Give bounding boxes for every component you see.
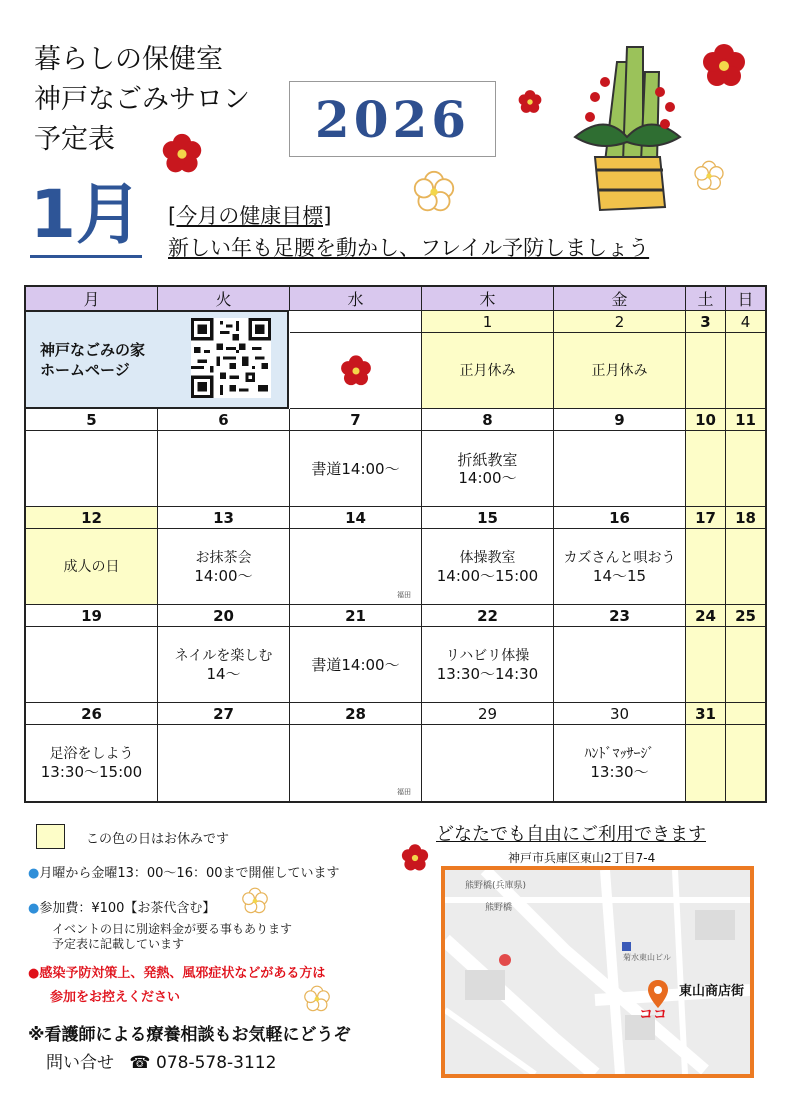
day-number: 14 (290, 507, 422, 529)
plum-blossom-icon (160, 132, 204, 176)
event-text: 正月休み (459, 362, 516, 379)
event-time: 14～15 (592, 566, 647, 585)
weekday-sun: 日 (726, 287, 765, 311)
day-number: 26 (26, 703, 158, 725)
day-cell (554, 333, 686, 409)
event-time: 14:00～ (194, 566, 253, 585)
day-number: 5 (26, 409, 158, 431)
warning-line-2: 参加をお控えください (50, 990, 181, 1005)
day-cell (726, 627, 765, 703)
day-number: 23 (554, 605, 686, 627)
event-time: 13:30～ (590, 763, 649, 781)
kadomatsu-icon (565, 42, 690, 214)
day-cell (290, 725, 422, 801)
map-label-shopping-street: 東山商店街 (679, 984, 745, 999)
weekday-mon: 月 (26, 287, 158, 311)
day-cell (422, 431, 554, 507)
location-map[interactable] (441, 866, 754, 1078)
day-number: 8 (422, 409, 554, 431)
month-underline (30, 255, 142, 258)
day-cell (686, 431, 726, 507)
day-cell (686, 529, 726, 605)
day-cell (158, 431, 290, 507)
day-cell (726, 333, 765, 409)
day-number: 27 (158, 703, 290, 725)
homepage-label-line-2: ホームページ (40, 361, 130, 379)
day-cell (158, 627, 290, 703)
day-number: 28 (290, 703, 422, 725)
weekday-thu: 木 (422, 287, 554, 311)
year-box (289, 81, 496, 157)
goal-text: 新しい年も足腰を動かし、フレイル予防しましょう (168, 236, 650, 260)
event-time: 14:00～ (458, 468, 517, 487)
warning-line-1: 感染予防対策上、発熱、風邪症状などがある方は (39, 966, 326, 981)
day-number: 2 (554, 311, 686, 333)
event-text: 書道14:00～ (311, 655, 400, 674)
nurse-consultation-note: ※看護師による療養相談もお気軽にどうぞ (28, 1025, 351, 1045)
plum-blossom-icon (700, 42, 748, 90)
day-cell (554, 529, 686, 605)
day-cell (290, 431, 422, 507)
event-text: 書道14:00～ (311, 459, 400, 478)
event-title: 体操教室 (459, 549, 516, 566)
contact-info (46, 1048, 276, 1073)
day-number: 16 (554, 507, 686, 529)
day-cell (290, 529, 422, 605)
day-number: 21 (290, 605, 422, 627)
day-number: 10 (686, 409, 726, 431)
day-number: 1 (422, 311, 554, 333)
bullet-icon: ● (28, 901, 40, 916)
white-plum-blossom-icon (693, 160, 725, 192)
day-cell (158, 529, 290, 605)
map-label-bridge-2: 熊野橋 (485, 903, 513, 913)
bullet-icon: ● (28, 966, 40, 981)
event-time: 14:00～15:00 (436, 566, 539, 585)
plum-blossom-icon (400, 843, 430, 873)
extra-fee-note (52, 922, 292, 952)
day-empty (290, 311, 422, 333)
address: 神戸市兵庫区東山2丁目7-4 (508, 851, 656, 865)
day-number: 13 (158, 507, 290, 529)
event-time: 13:30～14:30 (436, 664, 539, 683)
day-cell (290, 333, 422, 409)
day-cell (554, 725, 686, 801)
day-number: 29 (422, 703, 554, 725)
event-text: 成人の日 (63, 558, 120, 575)
goal-label: [今月の健康目標] (168, 204, 332, 228)
staff-note: 福田 (397, 788, 411, 796)
day-number: 19 (26, 605, 158, 627)
day-cell (686, 627, 726, 703)
holiday-legend-text: この色の日はお休みです (86, 832, 230, 847)
day-number: 15 (422, 507, 554, 529)
map-label-here: ココ (639, 1007, 667, 1023)
event-title: 折紙教室 (457, 450, 518, 469)
white-plum-blossom-icon (303, 985, 331, 1013)
note-line-2: 予定表に記載しています (52, 937, 185, 951)
homepage-label-line-1: 神戸なごみの家 (40, 341, 146, 359)
day-number: 17 (686, 507, 726, 529)
day-number: 9 (554, 409, 686, 431)
day-number: 24 (686, 605, 726, 627)
day-number: 30 (554, 703, 686, 725)
day-cell (422, 725, 554, 801)
day-cell (26, 725, 158, 801)
free-use-heading: どなたでも自由にご利用できます (436, 824, 706, 845)
day-number: 7 (290, 409, 422, 431)
day-cell (686, 333, 726, 409)
event-text: 正月休み (591, 362, 648, 379)
holiday-legend-swatch (36, 824, 65, 849)
phone-number[interactable]: 078-578-3112 (156, 1053, 277, 1073)
day-cell (158, 725, 290, 801)
month-title: 1月 (30, 176, 142, 253)
event-title: 足浴をしよう (49, 746, 134, 762)
day-number: 12 (26, 507, 158, 529)
day-cell (26, 431, 158, 507)
day-cell (290, 627, 422, 703)
year-text: 2026 (314, 89, 471, 149)
qr-code-icon[interactable] (191, 318, 271, 398)
title-line-2: 神戸なごみサロン (34, 84, 250, 115)
title-line-1: 暮らしの保健室 (34, 44, 223, 75)
note-line-1: イベントの日に別途料金が要る事もあります (52, 922, 293, 936)
day-cell (554, 627, 686, 703)
flyer-title (34, 40, 250, 160)
fee-text: 参加費：¥100【お茶代含む】 (39, 901, 216, 916)
weekday-fri: 金 (554, 287, 686, 311)
fee-info (28, 897, 215, 916)
white-plum-blossom-icon (241, 887, 269, 915)
event-title: お抹茶会 (195, 549, 252, 566)
day-cell (26, 627, 158, 703)
day-number: 25 (726, 605, 765, 627)
white-plum-blossom-icon (412, 170, 456, 214)
day-cell (726, 725, 765, 801)
day-cell (686, 725, 726, 801)
day-cell (726, 529, 765, 605)
day-cell (26, 529, 158, 605)
event-title: ネイルを楽しむ (174, 647, 273, 664)
bullet-icon: ● (28, 866, 40, 881)
day-cell (554, 431, 686, 507)
map-label-bridge: 熊野橋(兵庫県) (465, 881, 527, 891)
day-number: 6 (158, 409, 290, 431)
event-time: 14～ (206, 664, 241, 683)
hours-info (28, 862, 340, 881)
event-time: 13:30～15:00 (40, 763, 143, 781)
day-number: 18 (726, 507, 765, 529)
event-title: リハビリ体操 (445, 647, 530, 664)
phone-icon: ☎ (129, 1053, 151, 1073)
day-number: 4 (726, 311, 765, 333)
event-title: カズさんと唄おう (563, 549, 676, 566)
day-number: 20 (158, 605, 290, 627)
day-cell (422, 627, 554, 703)
title-line-3: 予定表 (34, 124, 115, 155)
day-cell (422, 333, 554, 409)
day-number: 11 (726, 409, 765, 431)
day-number: 3 (686, 311, 726, 333)
day-cell (726, 431, 765, 507)
day-empty (726, 703, 765, 725)
infection-warning (28, 962, 325, 1010)
staff-note: 福田 (397, 591, 411, 599)
day-number: 31 (686, 703, 726, 725)
homepage-label[interactable] (40, 340, 145, 380)
plum-blossom-icon (339, 354, 373, 388)
weekday-wed: 水 (290, 287, 422, 311)
event-title: ﾊﾝﾄﾞﾏｯｻｰｼﾞ (584, 746, 655, 762)
plum-blossom-icon (517, 89, 543, 115)
weekday-tue: 火 (158, 287, 290, 311)
weekday-sat: 土 (686, 287, 726, 311)
contact-label: 問い合せ (46, 1053, 114, 1073)
hours-text: 月曜から金曜13：00～16：00まで開催しています (39, 866, 340, 881)
map-label-building: 菊水東山ビル (623, 953, 671, 962)
day-cell (422, 529, 554, 605)
day-number: 22 (422, 605, 554, 627)
